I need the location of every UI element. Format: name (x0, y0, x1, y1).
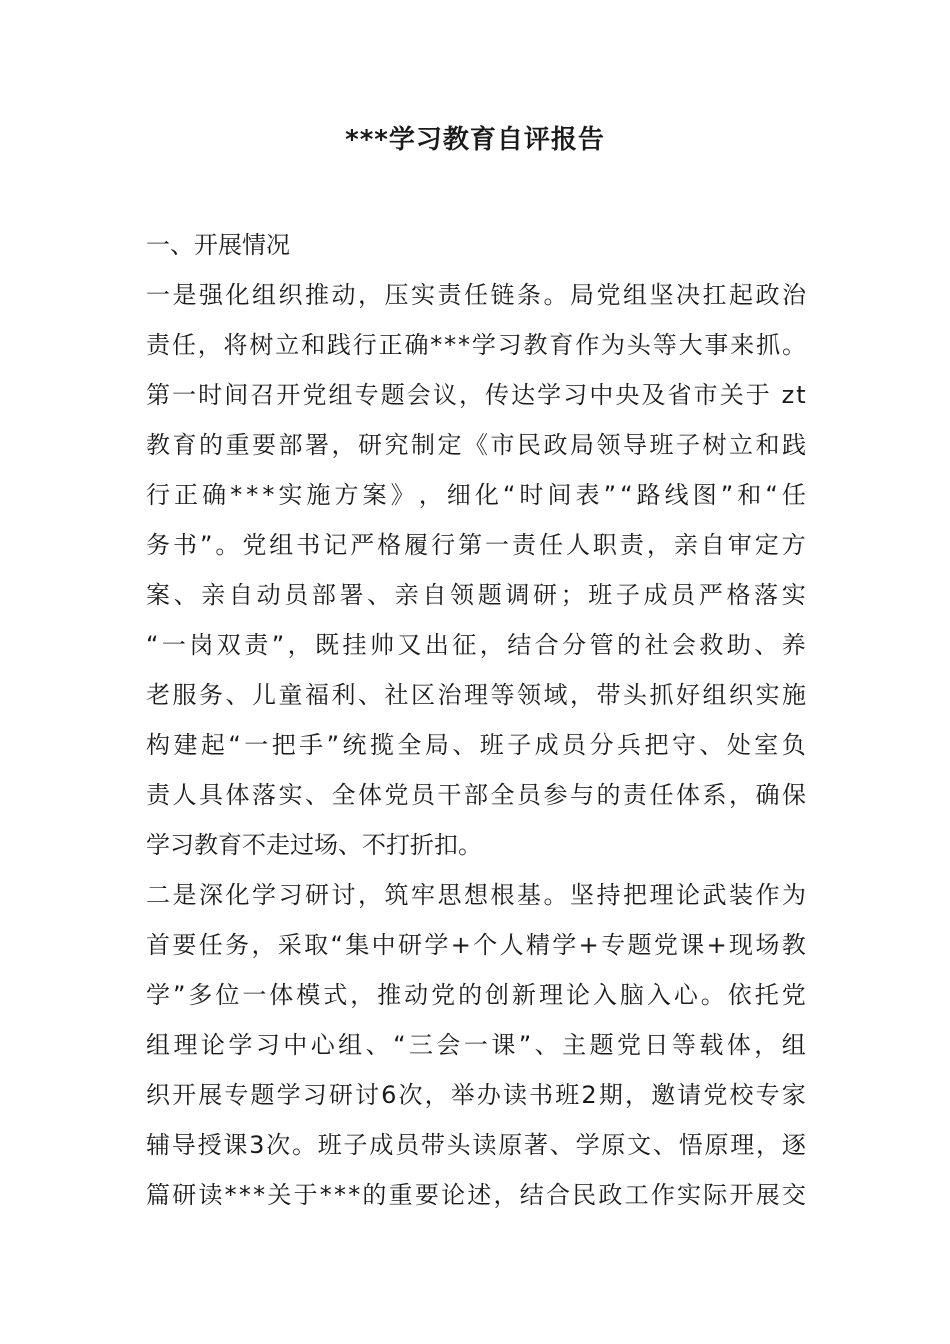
paragraph-line: 一 是 强 化 组 织 推 动 ， 压 实 责 任 链 条 。 局 党 组 坚 决 扛 起 政 治 (146, 281, 806, 309)
paragraph-line: 责 人 具 体 落 实 、 全 体 党 员 干 部 全 员 参 与 的 责 任 体 系 ， 确 保 (146, 781, 806, 809)
document-body (146, 220, 806, 1220)
paragraph-line: 织 开 展 专 题 学 习 研 讨 6 次 ， 举 办 读 书 班 2 期 ， 邀 请 党 校 专 家 (146, 1081, 806, 1109)
document-title: ***学习教育自评报告 (345, 125, 605, 155)
paragraph-line: 务 书 ” 。 党 组 书 记 严 格 履 行 第 一 责 任 人 职 责 ， 亲 自 审 定 方 (146, 531, 806, 559)
paragraph-line: 辅 导 授 课 3 次 。 班 子 成 员 带 头 读 原 著 、 学 原 文 、 悟 原 理 ， 逐 (146, 1131, 806, 1159)
paragraph-line: 学习教育不走过场、不打折扣。 (146, 831, 482, 859)
paragraph-line: 第 一 时 间 召 开 党 组 专 题 会 议 ， 传 达 学 习 中 央 及 省 市 关 于 z t (146, 381, 806, 409)
paragraph-line: 行 正 确 * * * 实 施 方 案 》 ， 细 化 “ 时 间 表 ” “ 路 线 图 ” 和 “ 任 (146, 481, 806, 509)
paragraph-line: “ 一 岗 双 责 ” ， 既 挂 帅 又 出 征 ， 结 合 分 管 的 社 会 救 助 、 养 (146, 631, 806, 659)
paragraph-line: 构 建 起 “ 一 把 手 ” 统 揽 全 局 、 班 子 成 员 分 兵 把 守 、 处 室 负 (146, 731, 806, 759)
paragraph-line: 组 理 论 学 习 中 心 组 、 “ 三 会 一 课 ” 、 主 题 党 日 等 载 体 ， 组 (146, 1031, 806, 1059)
section-heading: 一、开展情况 (146, 231, 290, 259)
paragraph-line: 老 服 务 、 儿 童 福 利 、 社 区 治 理 等 领 域 ， 带 头 抓 好 组 织 实 施 (146, 681, 806, 709)
paragraph-line: 首 要 任 务 ， 采 取 “ 集 中 研 学 + 个 人 精 学 + 专 题 党 课 + 现 场 教 (146, 931, 806, 959)
paragraph-line: 责 任 ， 将 树 立 和 践 行 正 确 * * * 学 习 教 育 作 为 头 等 大 事 来 抓 。 (146, 331, 806, 359)
paragraph-line: 教 育 的 重 要 部 署 ， 研 究 制 定 《 市 民 政 局 领 导 班 子 树 立 和 践 (146, 431, 806, 459)
paragraph-line: 案 、 亲 自 动 员 部 署 、 亲 自 领 题 调 研 ； 班 子 成 员 严 格 落 实 (146, 581, 806, 609)
paragraph-line: 二 是 深 化 学 习 研 讨 ， 筑 牢 思 想 根 基 。 坚 持 把 理 论 武 装 作 为 (146, 881, 806, 909)
paragraph-line: 篇 研 读 * * * 关 于 * * * 的 重 要 论 述 ， 结 合 民 政 工 作 实 际 开 展 交 (146, 1181, 806, 1209)
paragraph-line: 学 ” 多 位 一 体 模 式 ， 推 动 党 的 创 新 理 论 入 脑 入 心 。 依 托 党 (146, 981, 806, 1009)
